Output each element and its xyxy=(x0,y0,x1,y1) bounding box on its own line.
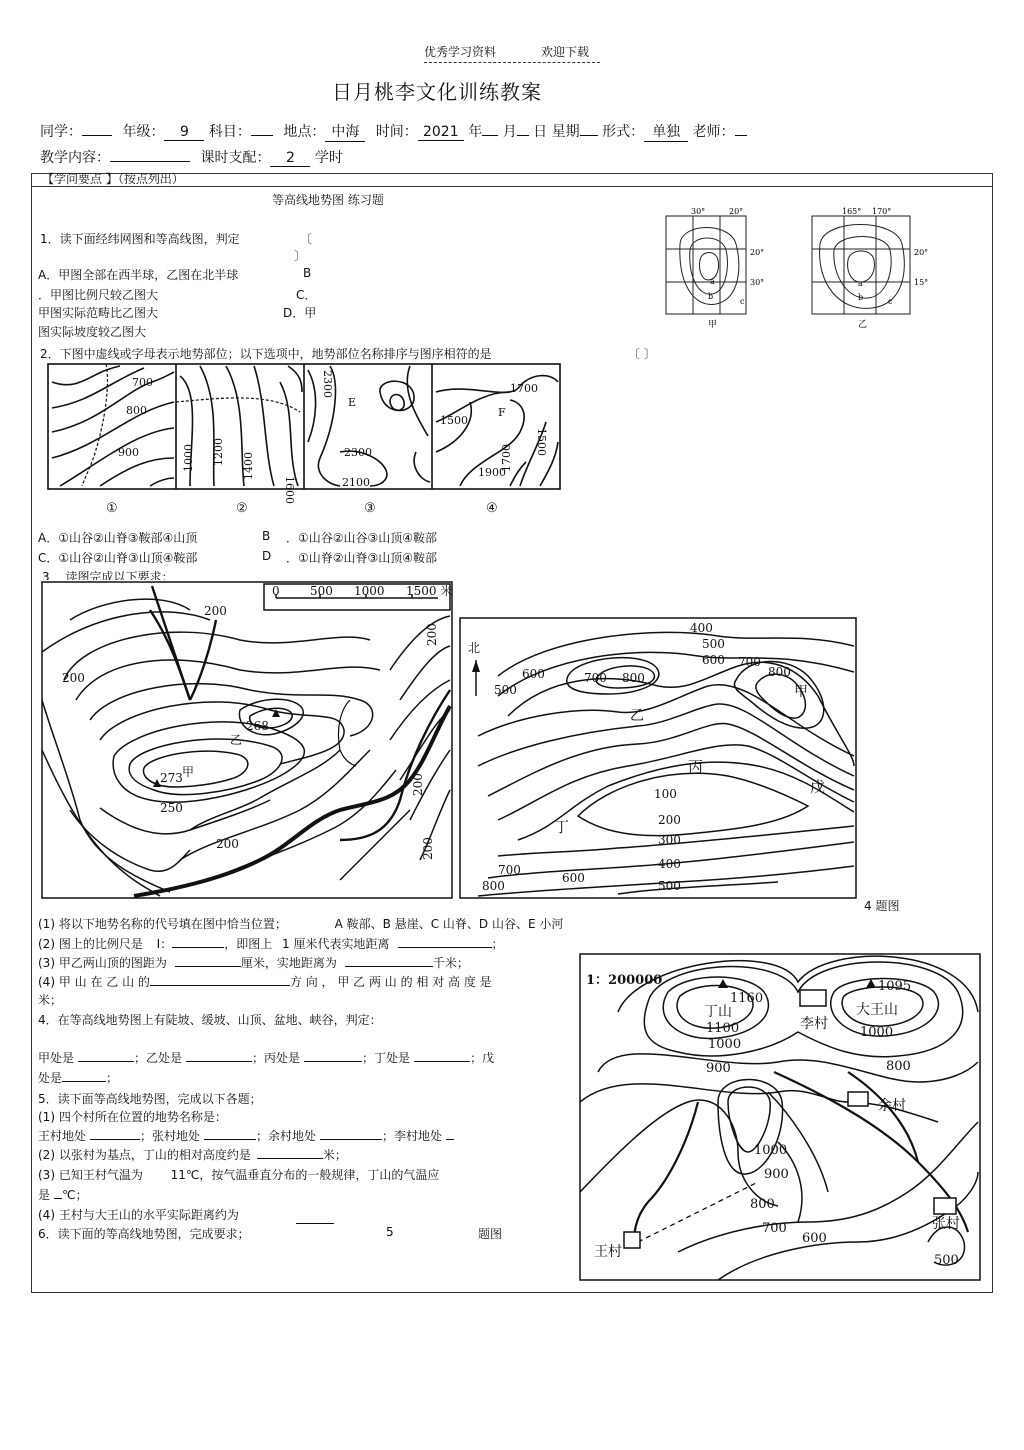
q3-fig-caption: 4 题图 xyxy=(864,899,900,913)
q2-label-2: ② xyxy=(236,501,248,516)
q5-zhang-label: ；张村地处 xyxy=(140,1129,201,1143)
q3-map-distance-blank[interactable] xyxy=(175,966,241,967)
q5-distance-blank[interactable] xyxy=(296,1223,334,1224)
hours-unit: 学时 xyxy=(314,150,343,166)
q3-scale-1000: 1000 xyxy=(354,584,385,598)
q3-scale-0: 0 xyxy=(272,584,280,598)
q2-option-b-letter: B xyxy=(262,529,271,543)
form-label: 形式： xyxy=(602,124,645,140)
q3-l2-mid: ，即图上 xyxy=(224,937,273,951)
q3-l-label-268: 268 xyxy=(246,719,269,733)
q5-l3-text: (3) 已知王村气温为 xyxy=(38,1168,143,1182)
q2-p4-l1: F xyxy=(498,406,506,419)
q3-r-500a: 500 xyxy=(702,637,725,651)
q3-real-distance-blank[interactable] xyxy=(345,966,433,967)
q2-p2-l0: 1000 xyxy=(182,444,195,472)
q5-line-3b xyxy=(38,1186,88,1203)
q3-scale-1500: 1500 米 xyxy=(406,584,453,598)
q1-option-d: 图实际坡度较乙图大 xyxy=(38,325,147,339)
q3-l-label-3: 200 xyxy=(411,773,425,796)
q3-r-300: 300 xyxy=(658,833,681,847)
q1-yi-b: b xyxy=(858,293,864,302)
q5-wang-blank[interactable] xyxy=(90,1139,140,1140)
q1-option-a: A．甲图全部在西半球，乙图在北半球 xyxy=(38,268,239,282)
place-label: 地点： xyxy=(283,124,326,140)
q5-map-l8: 700 xyxy=(762,1221,787,1236)
q3-stem: 3． 读图完成以下要求： xyxy=(42,570,174,584)
q2-label-4: ④ xyxy=(486,501,498,516)
q2-option-b: ．①山谷②山谷③山顶④鞍部 xyxy=(286,531,438,545)
q3-r-700c: 700 xyxy=(498,863,521,877)
hours-label: 课时支配： xyxy=(200,150,271,166)
q5-l2-end: 米； xyxy=(322,1148,347,1162)
q2-p3-l2: 2300 xyxy=(344,446,372,459)
q3-r-bing: 丙 xyxy=(688,758,704,776)
q5-zhang-blank[interactable] xyxy=(204,1139,256,1140)
q5-l3-is: 是 xyxy=(38,1188,51,1202)
q5-line-1b xyxy=(38,1127,454,1144)
q3-l-label-0: 200 xyxy=(204,604,227,618)
section-head: 【学问要点 】（按点列出） xyxy=(42,172,184,186)
q1-jia-c: c xyxy=(740,297,745,306)
q2-p3-l3: 2100 xyxy=(342,476,370,489)
q4-yi-label: ；乙处是 xyxy=(134,1051,183,1065)
q5-map-l2: 1000 xyxy=(708,1037,742,1052)
q4-wu-blank[interactable] xyxy=(62,1081,106,1082)
q3-map-right xyxy=(458,616,858,900)
q3-r-wu: 戊 xyxy=(810,778,826,796)
q2-option-d: ．①山脊②山脊③山顶④鞍部 xyxy=(286,551,438,565)
q3-l2-text: (2) 图上的比例尺是 xyxy=(38,937,143,951)
q1-yi-right1: 20° xyxy=(914,248,929,257)
q3-r-ding: 丁 xyxy=(554,818,570,836)
q3-r-600c: 600 xyxy=(562,871,585,885)
subject-field[interactable] xyxy=(251,135,273,136)
q5-line-1: (1) 四个村所在位置的地势名称是： xyxy=(38,1110,227,1124)
q2-p3-l0: 2300 xyxy=(321,370,334,398)
q5-map-l6: 900 xyxy=(764,1167,789,1182)
banner-left: 优秀学习资料 xyxy=(424,45,497,59)
q5-l3-mid: 11℃，按气温垂直分布的一般规律，丁山的气温应 xyxy=(170,1168,440,1182)
q4-line xyxy=(38,1049,494,1066)
q1-jia-name: 甲 xyxy=(708,320,718,330)
q2-p1-l1: 800 xyxy=(126,404,147,417)
year-label: 年 xyxy=(468,124,483,140)
q3-l4-end: 米； xyxy=(38,993,63,1007)
q5-line-2 xyxy=(38,1146,347,1163)
q5-l3-unit: ℃； xyxy=(62,1188,88,1202)
q4-jia-label: 甲处是 xyxy=(38,1051,75,1065)
q3-map-left xyxy=(40,580,454,900)
q2-stem: 2．下图中虚线或字母表示地势部位；以下选项中，地势部位名称排序与图序相符的是 xyxy=(40,347,492,361)
q5-map-l9: 600 xyxy=(802,1231,827,1246)
q1-yi-right2: 15° xyxy=(914,278,929,287)
q5-map-dingshan: 丁山 xyxy=(704,1004,732,1020)
q1-jia-top2: 20° xyxy=(729,207,744,216)
q2-p4-l5: 1500 xyxy=(535,428,548,456)
q2-p1-l0: 700 xyxy=(132,376,153,389)
q3-l-label-250: 250 xyxy=(160,801,183,815)
q2-label-3: ③ xyxy=(364,501,376,516)
q1-jia-right2: 30° xyxy=(750,278,765,287)
q4-line-2 xyxy=(38,1069,118,1086)
q1-jia-b: b xyxy=(708,292,714,301)
info-row-2 xyxy=(40,147,343,167)
q3-l3-end: 千米； xyxy=(432,956,469,970)
q1-jia-a: a xyxy=(710,277,715,286)
q3-r-yi: 乙 xyxy=(630,708,644,724)
q2-option-d-letter: D xyxy=(262,549,272,563)
q3-r-jia: 甲 xyxy=(794,684,808,700)
q5-yu-label: ；余村地处 xyxy=(256,1129,317,1143)
q4-wu-label: ；戊 xyxy=(470,1051,495,1065)
q3-l4-text: (4) 甲 山 在 乙 山 的 xyxy=(38,975,150,989)
student-field[interactable] xyxy=(82,135,112,136)
q5-temp-blank[interactable] xyxy=(54,1198,62,1199)
q3-l1-text: (1) 将以下地势名称的代号填在图中恰当位置； xyxy=(38,917,287,931)
q1-bracket-r: 〕 xyxy=(294,249,307,263)
q3-l2-end: ； xyxy=(491,937,504,951)
q3-direction-blank[interactable] xyxy=(150,985,290,986)
q3-l3-mid: 厘米，实地距离为 xyxy=(240,956,337,970)
q3-r-600b: 600 xyxy=(522,667,545,681)
q3-line-3 xyxy=(38,954,469,971)
q3-r-700b: 700 xyxy=(584,671,607,685)
q2-p2-l3: 1600 xyxy=(283,476,296,504)
q5-fig-caption-num: 5 xyxy=(386,1225,394,1239)
q3-r-600a: 600 xyxy=(702,653,725,667)
q3-line-1 xyxy=(38,915,563,932)
form-value: 单独 xyxy=(644,121,688,142)
q2-p2-l1: 1200 xyxy=(212,438,225,466)
q5-map-licun: 李村 xyxy=(800,1016,828,1032)
q4-ding-label: ；丁处是 xyxy=(362,1051,411,1065)
q5-map-scale: 1：200000 xyxy=(586,973,663,988)
q2-contour-panels xyxy=(40,362,566,520)
q5-map-l10: 500 xyxy=(934,1253,959,1268)
q5-map-l3: 900 xyxy=(706,1061,731,1076)
q3-l-label-4: 200 xyxy=(216,837,239,851)
q1-option-d-letter: D．甲 xyxy=(283,306,317,320)
q3-r-400b: 400 xyxy=(658,857,681,871)
q5-height-blank[interactable] xyxy=(257,1158,323,1159)
q5-line-3 xyxy=(38,1166,439,1183)
content-field[interactable] xyxy=(110,161,190,162)
q3-r-800a: 800 xyxy=(768,665,791,679)
q4-yi-blank[interactable] xyxy=(186,1061,252,1062)
grade-value: 9 xyxy=(164,124,204,141)
q3-line-4 xyxy=(38,973,492,990)
q3-l-label-2: 200 xyxy=(425,623,439,646)
q4-bing-blank[interactable] xyxy=(304,1061,362,1062)
q5-li-label: ；李村地处 xyxy=(382,1129,443,1143)
q5-map-dawangshan: 大王山 xyxy=(856,1002,898,1018)
q5-wang-label: 王村地处 xyxy=(38,1129,87,1143)
q5-map-dawangshan-h: 1095 xyxy=(878,979,912,994)
q1-jia-right1: 20° xyxy=(750,248,765,257)
q2-bracket: 〔 〕 xyxy=(628,347,656,361)
q3-l2-ratio: I： xyxy=(156,937,173,951)
q1-map-jia xyxy=(660,204,770,332)
q5-yu-blank[interactable] xyxy=(320,1139,382,1140)
q3-l4-mid: 方 向 ， 甲 乙 两 山 的 相 对 高 度 是 xyxy=(289,975,492,989)
year-value: 2021 xyxy=(418,124,464,141)
q3-l2-tail: 1 厘米代表实地距离 xyxy=(282,937,390,951)
q4-ding-blank[interactable] xyxy=(414,1061,470,1062)
place-value: 中海 xyxy=(325,121,365,142)
q3-r-700a: 700 xyxy=(738,655,761,669)
q3-l-label-10: 200 xyxy=(421,837,435,860)
q1-stem: 1．读下面经纬网图和等高线图，判定 xyxy=(40,232,240,246)
page-title: 日月桃李文化训练教案 xyxy=(332,80,542,104)
q1-map-yi xyxy=(806,204,932,332)
q5-li-blank[interactable] xyxy=(446,1139,454,1140)
q5-map-yucun: 余村 xyxy=(878,1098,906,1114)
content-label: 教学内容： xyxy=(40,150,110,166)
q5-map-l0: 1100 xyxy=(706,1021,740,1036)
week-field[interactable] xyxy=(580,135,598,136)
teacher-field[interactable] xyxy=(735,135,747,136)
banner-right: 欢迎下载 xyxy=(541,45,590,59)
q1-yi-c: c xyxy=(888,297,893,306)
q2-p4-l0: 1700 xyxy=(510,382,538,395)
q1-option-c-letter: C． xyxy=(296,288,317,302)
q2-p3-l1: E xyxy=(348,396,357,409)
q1-yi-top1: 165° xyxy=(842,207,862,216)
q5-map-l4: 800 xyxy=(886,1059,911,1074)
q2-label-1: ① xyxy=(106,501,118,516)
q2-p1-l2: 900 xyxy=(118,446,139,459)
q3-r-500c: 500 xyxy=(658,879,681,893)
grade-label: 年级： xyxy=(122,124,165,140)
q3-l1-options: A 鞍部、B 悬崖、C 山脊、D 山谷、E 小河 xyxy=(334,917,564,931)
q4-stem: 4．在等高线地势图上有陡坡、缓坡、山顶、盆地、峡谷，判定： xyxy=(38,1013,382,1027)
q5-map-dingshan-h: 1160 xyxy=(730,991,764,1006)
q3-scale-500: 500 xyxy=(310,584,333,598)
q3-l-label-yi: 乙 xyxy=(230,733,243,747)
q5-line-4: (4) 王村与大王山的水平实际距离约为 xyxy=(38,1208,239,1222)
day-field[interactable] xyxy=(517,135,529,136)
teacher-label: 老师： xyxy=(692,124,735,140)
q3-r-200: 200 xyxy=(658,813,681,827)
q2-option-c: C．①山谷②山脊③山顶④鞍部 xyxy=(38,551,198,565)
q5-map-l5: 1000 xyxy=(754,1143,788,1158)
q5-l2-text: (2) 以张村为基点，丁山的相对高度约是 xyxy=(38,1148,251,1162)
info-row-1 xyxy=(40,121,747,142)
q4-end: ； xyxy=(106,1071,119,1085)
student-label: 同学： xyxy=(40,124,82,140)
worksheet-subtitle: 等高线地势图 练习题 xyxy=(272,193,384,207)
q1-yi-a: a xyxy=(858,279,863,288)
q3-r-800c: 800 xyxy=(482,879,505,893)
q2-p4-l2: 1500 xyxy=(440,414,468,427)
time-label: 时间： xyxy=(375,124,418,140)
q3-l-label-273: 273 xyxy=(160,771,183,785)
q4-bing-label: ；丙处是 xyxy=(252,1051,301,1065)
banner-dashline xyxy=(424,62,600,63)
q1-option-c: 甲图实际范畴比乙图大 xyxy=(38,306,159,320)
q1-jia-top1: 30° xyxy=(691,207,706,216)
q4-jia-blank[interactable] xyxy=(78,1061,134,1062)
q5-stem: 5．读下面等高线地势图，完成以下各题； xyxy=(38,1092,262,1106)
q1-option-b-letter: B xyxy=(303,266,312,280)
q3-l-label-jia: 甲 xyxy=(182,765,195,779)
q1-yi-top2: 170° xyxy=(872,207,892,216)
q3-l-label-1: 200 xyxy=(62,671,85,685)
q3-distance-blank[interactable] xyxy=(398,947,492,948)
day-label: 日 xyxy=(533,124,548,140)
q3-r-400: 400 xyxy=(690,621,713,635)
q2-p4-l4: 1900 xyxy=(478,466,506,479)
q3-line-2 xyxy=(38,935,504,952)
q3-scale-blank[interactable] xyxy=(172,947,224,948)
q1-bracket-l: 〔 xyxy=(300,232,313,246)
q1-yi-name: 乙 xyxy=(858,320,868,330)
q3-north: 北 xyxy=(468,641,481,655)
q4-wu2-label: 处是 xyxy=(38,1071,63,1085)
week-label: 星期 xyxy=(551,124,580,140)
q5-map-zhangcun: 张村 xyxy=(932,1216,960,1232)
q5-map-l1: 1000 xyxy=(860,1025,894,1040)
q5-map xyxy=(578,952,982,1282)
q1-option-b: ．甲图比例尺较乙图大 xyxy=(38,288,159,302)
q6-stem: 6．读下面的等高线地势图，完成要求； xyxy=(38,1227,250,1241)
q3-r-100: 100 xyxy=(654,787,677,801)
q3-r-500b: 500 xyxy=(494,683,517,697)
q5-map-l7: 800 xyxy=(750,1197,775,1212)
hours-value: 2 xyxy=(270,150,310,167)
month-field[interactable] xyxy=(482,135,498,136)
q3-r-800b: 800 xyxy=(622,671,645,685)
q5-map-wangcun: 王村 xyxy=(594,1244,622,1260)
q3-l3-text: (3) 甲乙两山顶的图距为 xyxy=(38,956,167,970)
q2-option-a: A．①山谷②山脊③鞍部④山顶 xyxy=(38,531,198,545)
month-label: 月 xyxy=(502,124,517,140)
q2-p4-l3: 1700 xyxy=(500,444,513,472)
q2-p2-l2: 1400 xyxy=(242,452,255,480)
subject-label: 科目： xyxy=(208,124,251,140)
q5-fig-caption: 题图 xyxy=(478,1227,503,1241)
